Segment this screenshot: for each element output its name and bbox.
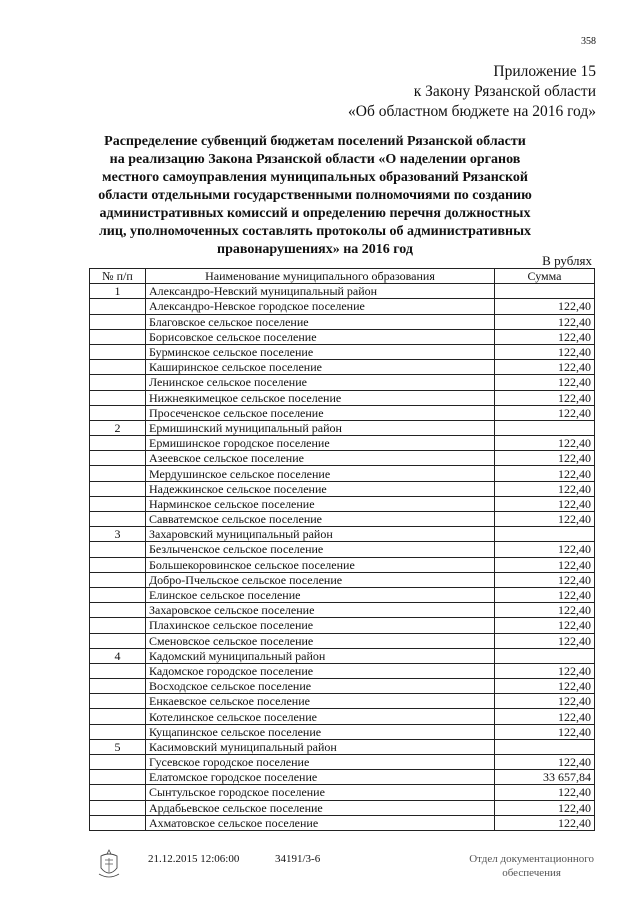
settlement-name: Ермишинское городское поселение	[146, 436, 495, 451]
settlement-name: Елатомское городское поселение	[146, 770, 495, 785]
settlement-name: Сменовское сельское поселение	[146, 633, 495, 648]
table-row	[90, 618, 595, 633]
settlement-name: Нижнеякимецкое сельское поселение	[146, 390, 495, 405]
settlement-amount: 122,40	[495, 815, 595, 830]
settlement-name: Сынтульское городское поселение	[146, 785, 495, 800]
page-number: 358	[581, 36, 596, 47]
row-number	[90, 618, 146, 633]
row-number	[90, 755, 146, 770]
row-number	[90, 481, 146, 496]
district-row	[90, 527, 595, 542]
district-amount	[495, 420, 595, 435]
table-row	[90, 800, 595, 815]
settlement-name: Кадомское городское поселение	[146, 663, 495, 678]
district-amount	[495, 284, 595, 299]
settlement-name: Александро-Невское городское поселение	[146, 299, 495, 314]
row-number	[90, 405, 146, 420]
table-row	[90, 481, 595, 496]
row-number	[90, 815, 146, 830]
row-number	[90, 390, 146, 405]
settlement-amount: 122,40	[495, 557, 595, 572]
table-header-row	[90, 269, 595, 284]
table-row	[90, 679, 595, 694]
settlement-amount: 122,40	[495, 694, 595, 709]
district-row	[90, 420, 595, 435]
settlement-name: Плахинское сельское поселение	[146, 618, 495, 633]
district-row	[90, 648, 595, 663]
table-row	[90, 694, 595, 709]
row-number	[90, 451, 146, 466]
table-row	[90, 572, 595, 587]
footer-datetime: 21.12.2015 12:06:00	[148, 853, 240, 865]
settlement-amount: 122,40	[495, 329, 595, 344]
settlement-name: Бурминское сельское поселение	[146, 344, 495, 359]
district-row	[90, 284, 595, 299]
row-number	[90, 512, 146, 527]
settlement-name: Добро-Пчельское сельское поселение	[146, 572, 495, 587]
settlement-amount: 122,40	[495, 344, 595, 359]
settlement-name: Савватемское сельское поселение	[146, 512, 495, 527]
settlement-amount: 122,40	[495, 436, 595, 451]
district-amount	[495, 648, 595, 663]
settlement-name: Котелинское сельское поселение	[146, 709, 495, 724]
table-row	[90, 663, 595, 678]
appendix-line-3: «Об областном бюджете на 2016 год»	[348, 103, 596, 120]
district-number: 1	[90, 284, 146, 299]
table-row	[90, 557, 595, 572]
row-number	[90, 314, 146, 329]
table-row	[90, 770, 595, 785]
table-row	[90, 755, 595, 770]
settlement-name: Каширинское сельское поселение	[146, 360, 495, 375]
appendix-line-1: Приложение 15	[493, 63, 596, 80]
settlement-amount: 122,40	[495, 299, 595, 314]
settlement-name: Елинское сельское поселение	[146, 587, 495, 602]
row-number	[90, 770, 146, 785]
table-row	[90, 587, 595, 602]
settlement-name: Захаровское сельское поселение	[146, 603, 495, 618]
settlement-amount: 122,40	[495, 663, 595, 678]
row-number	[90, 633, 146, 648]
settlement-name: Енкаевское сельское поселение	[146, 694, 495, 709]
coat-of-arms-icon	[95, 848, 123, 880]
settlement-amount: 122,40	[495, 314, 595, 329]
settlement-amount: 122,40	[495, 542, 595, 557]
document-title: Распределение субвенций бюджетам поселений Рязанской области на реализацию Закона Рязанской области «О наделении органов местного самоуправления муниципальных образований Рязанской области отдельными государственными полномочиями по созданию административных комиссий и определению перечня должностных лиц, уполномоченных составлять протоколы об административных правонарушениях» на 2016 год	[98, 134, 532, 257]
settlement-name: Ардабьевское сельское поселение	[146, 800, 495, 815]
table-row	[90, 299, 595, 314]
settlement-amount: 122,40	[495, 375, 595, 390]
row-number	[90, 800, 146, 815]
table-row	[90, 542, 595, 557]
table-row	[90, 405, 595, 420]
settlement-amount: 122,40	[495, 390, 595, 405]
district-number: 3	[90, 527, 146, 542]
header-amount: Сумма	[495, 269, 595, 284]
settlement-name: Просеченское сельское поселение	[146, 405, 495, 420]
table-row	[90, 436, 595, 451]
settlement-amount: 122,40	[495, 633, 595, 648]
table-row	[90, 375, 595, 390]
settlement-name: Надежкинское сельское поселение	[146, 481, 495, 496]
settlement-name: Ленинское сельское поселение	[146, 375, 495, 390]
district-number: 2	[90, 420, 146, 435]
settlement-amount: 122,40	[495, 618, 595, 633]
units-label: В рублях	[542, 253, 592, 268]
table-row	[90, 815, 595, 830]
settlement-amount: 122,40	[495, 360, 595, 375]
settlement-amount: 122,40	[495, 405, 595, 420]
table-row	[90, 633, 595, 648]
table-row	[90, 329, 595, 344]
settlement-amount: 122,40	[495, 755, 595, 770]
settlement-name: Азеевское сельское поселение	[146, 451, 495, 466]
table-row	[90, 512, 595, 527]
district-name: Касимовский муниципальный район	[146, 739, 495, 754]
row-number	[90, 785, 146, 800]
row-number	[90, 679, 146, 694]
header-number: № п/п	[90, 269, 146, 284]
district-name: Захаровский муниципальный район	[146, 527, 495, 542]
row-number	[90, 360, 146, 375]
header-name: Наименование муниципального образования	[146, 269, 495, 284]
row-number	[90, 709, 146, 724]
settlement-name: Борисовское сельское поселение	[146, 329, 495, 344]
settlement-amount: 33 657,84	[495, 770, 595, 785]
settlement-amount: 122,40	[495, 603, 595, 618]
district-name: Александро-Невский муниципальный район	[146, 284, 495, 299]
settlement-amount: 122,40	[495, 587, 595, 602]
settlement-amount: 122,40	[495, 572, 595, 587]
table-row	[90, 390, 595, 405]
subvention-table	[89, 268, 595, 831]
settlement-amount: 122,40	[495, 800, 595, 815]
footer-doc-number: 34191/3-6	[275, 853, 321, 865]
district-amount	[495, 527, 595, 542]
row-number	[90, 466, 146, 481]
settlement-amount: 122,40	[495, 496, 595, 511]
settlement-amount: 122,40	[495, 451, 595, 466]
district-row	[90, 739, 595, 754]
table-row	[90, 466, 595, 481]
row-number	[90, 375, 146, 390]
table-row	[90, 709, 595, 724]
row-number	[90, 572, 146, 587]
settlement-amount: 122,40	[495, 466, 595, 481]
table-row	[90, 360, 595, 375]
appendix-header	[348, 62, 596, 122]
table-row	[90, 344, 595, 359]
table-body	[90, 284, 595, 831]
district-amount	[495, 739, 595, 754]
row-number	[90, 557, 146, 572]
row-number	[90, 694, 146, 709]
row-number	[90, 587, 146, 602]
settlement-name: Восходское сельское поселение	[146, 679, 495, 694]
appendix-line-2: к Закону Рязанской области	[413, 83, 596, 100]
row-number	[90, 344, 146, 359]
settlement-name: Безлыченское сельское поселение	[146, 542, 495, 557]
settlement-amount: 122,40	[495, 679, 595, 694]
table-row	[90, 603, 595, 618]
row-number	[90, 329, 146, 344]
settlement-name: Большекоровинское сельское поселение	[146, 557, 495, 572]
table-row	[90, 314, 595, 329]
department-stamp	[469, 852, 594, 880]
row-number	[90, 542, 146, 557]
table-row	[90, 451, 595, 466]
settlement-amount: 122,40	[495, 481, 595, 496]
settlement-amount: 122,40	[495, 709, 595, 724]
row-number	[90, 299, 146, 314]
settlement-name: Кущапинское сельское поселение	[146, 724, 495, 739]
row-number	[90, 724, 146, 739]
district-number: 5	[90, 739, 146, 754]
department-line-2: обеспечения	[502, 867, 561, 879]
table-row	[90, 724, 595, 739]
table-row	[90, 785, 595, 800]
settlement-name: Нарминское сельское поселение	[146, 496, 495, 511]
district-number: 4	[90, 648, 146, 663]
district-name: Кадомский муниципальный район	[146, 648, 495, 663]
department-line-1: Отдел документационного	[469, 853, 594, 865]
settlement-name: Благовское сельское поселение	[146, 314, 495, 329]
row-number	[90, 496, 146, 511]
settlement-name: Ахматовское сельское поселение	[146, 815, 495, 830]
settlement-name: Гусевское городское поселение	[146, 755, 495, 770]
row-number	[90, 603, 146, 618]
settlement-name: Мердушинское сельское поселение	[146, 466, 495, 481]
table-row	[90, 496, 595, 511]
settlement-amount: 122,40	[495, 512, 595, 527]
row-number	[90, 663, 146, 678]
settlement-amount: 122,40	[495, 724, 595, 739]
district-name: Ермишинский муниципальный район	[146, 420, 495, 435]
row-number	[90, 436, 146, 451]
settlement-amount: 122,40	[495, 785, 595, 800]
